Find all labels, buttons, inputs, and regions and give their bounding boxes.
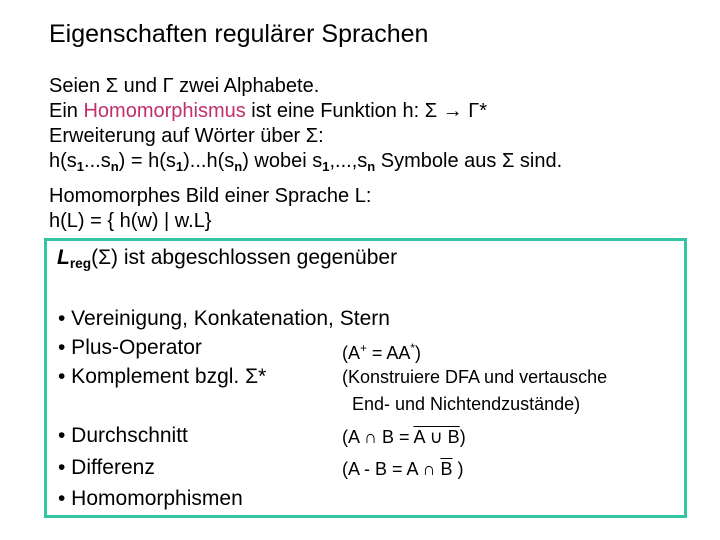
intro-line-image-formula: h(L) = { h(w) | w.L} [49,210,212,232]
note-plus: (A+ = AA*) [342,342,421,363]
note-complement-line2: End- und Nichtendzustände) [352,394,581,414]
closure-item-intersection: • Durchschnitt [58,424,188,447]
closure-item-homomorphisms: • Homomorphismen [58,487,243,510]
intro-line-alphabets: Seien Σ und Γ zwei Alphabete. [49,75,320,97]
intro-line-image: Homomorphes Bild einer Sprache L: [49,185,372,207]
intro-line-definition: $h(s_1...s_n) = h(s_1)...h(s_n)$ wobei $s_1,...,s_n$ Symbole aus Σ sind. [49,150,563,174]
intro-line-extension: Erweiterung auf Wörter über Σ: [49,125,324,147]
homomorphism-term: Homomorphismus [83,100,246,122]
slide-title: Eigenschaften regulärer Sprachen [49,20,429,48]
closure-item-difference: • Differenz [58,456,155,479]
intro-line-homomorphism: Ein Homomorphismus ist eine Funktion h: Σ → Γ* [49,100,488,122]
note-intersection: (A ∩ B = A ∪ B) [342,427,466,447]
closure-box-title: $L_{reg}(\Sigma)$ ist abgeschlossen gegenüber [57,246,398,271]
closure-item-union: • Vereinigung, Konkatenation, Stern [58,307,390,330]
note-complement-line1: (Konstruiere DFA und vertausche [342,367,608,387]
closure-item-plus: • Plus-Operator [58,336,202,359]
note-difference: (A - B = A ∩ $\overline{B}$ ) [342,459,464,479]
closure-item-complement: • Komplement bzgl. Σ* [58,365,267,388]
